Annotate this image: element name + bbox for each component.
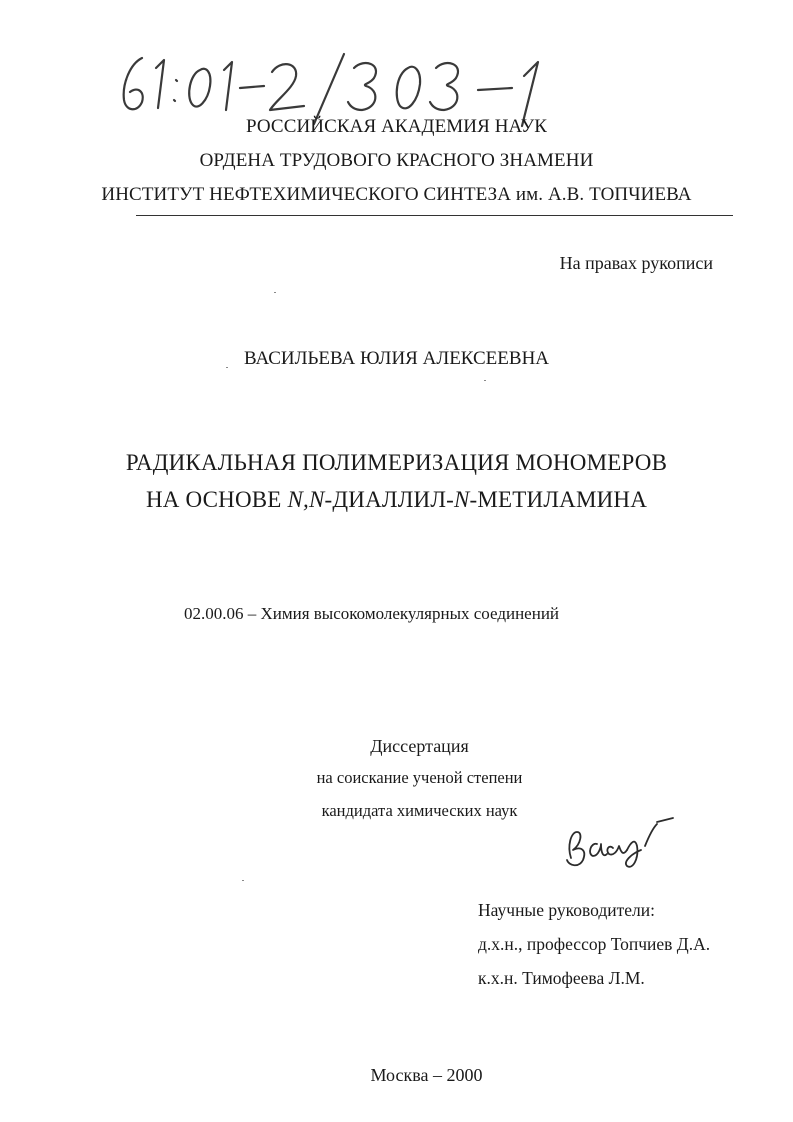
dissertation-field-line: кандидата химических наук: [321, 801, 518, 820]
author-name: ВАСИЛЬЕВА ЮЛИЯ АЛЕКСЕЕВНА: [243, 348, 550, 369]
title-line-2: [0, 487, 793, 513]
scan-speck: [226, 367, 228, 368]
manuscript-rights-label: На правах рукописи: [559, 253, 713, 273]
advisors-heading: Научные руководители:: [478, 900, 655, 920]
specialty-code: 02.00.06 – Химия высокомолекулярных соединений: [183, 604, 560, 623]
institution-line-1: РОССИЙСКАЯ АКАДЕМИЯ НАУК: [245, 116, 548, 137]
title-line-2-mid: -ДИАЛЛИЛ-: [324, 487, 454, 512]
scan-speck: [274, 292, 276, 293]
title-n-substituent-1: N,N: [287, 487, 325, 512]
place-and-year: Москва – 2000: [370, 1065, 483, 1085]
institution-line-3: ИНСТИТУТ НЕФТЕХИМИЧЕСКОГО СИНТЕЗА им. А.В. ТОПЧИЕВА: [101, 184, 692, 205]
dissertation-degree-line: на соискание ученой степени: [316, 768, 523, 787]
title-line-2-suffix: -МЕТИЛАМИНА: [469, 487, 648, 512]
title-line-1: РАДИКАЛЬНАЯ ПОЛИМЕРИЗАЦИЯ МОНОМЕРОВ: [125, 450, 668, 475]
title-n-substituent-2: N: [453, 487, 470, 512]
scan-speck: [242, 880, 244, 881]
scan-speck: [484, 380, 486, 381]
advisor-1: д.х.н., профессор Топчиев Д.А.: [478, 934, 711, 954]
dissertation-heading: Диссертация: [370, 736, 469, 756]
institution-line-2: ОРДЕНА ТРУДОВОГО КРАСНОГО ЗНАМЕНИ: [199, 150, 594, 171]
header-divider: [136, 215, 733, 216]
advisor-2: к.х.н. Тимофеева Л.М.: [478, 968, 645, 988]
title-line-2-prefix: НА ОСНОВЕ: [145, 487, 288, 512]
signature: [557, 806, 677, 874]
